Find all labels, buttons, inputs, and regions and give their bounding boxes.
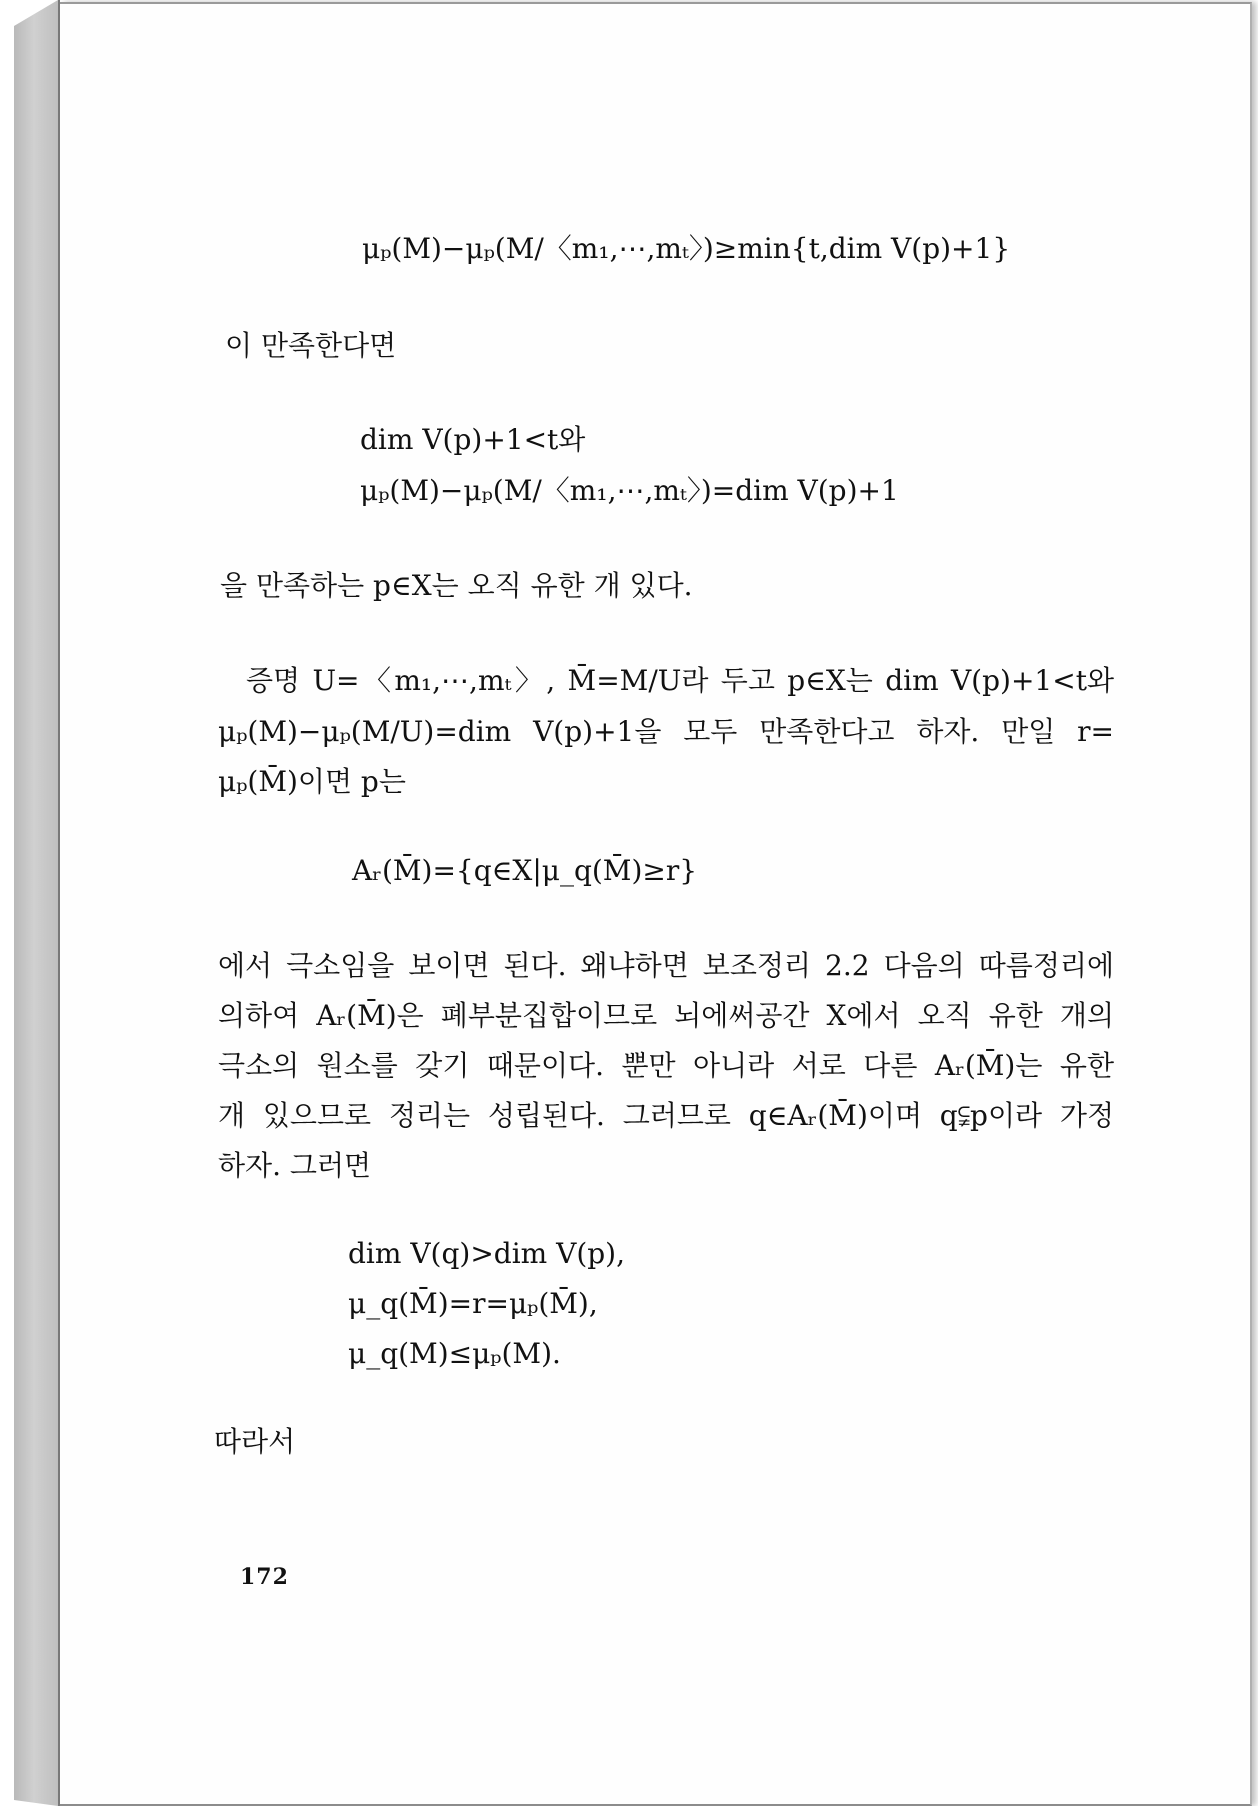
paragraph-line-5: 하자. 그러면 — [218, 1149, 372, 1182]
equation-4-line-3: μ_q(M)≤μₚ(M). — [348, 1337, 561, 1370]
paragraph-line-1: 에서 극소임을 보이면 된다. 왜냐하면 보조정리 2.2 다음의 따름정리에 — [218, 949, 1114, 982]
book-page — [60, 2, 1252, 1806]
paragraph-line-4: 개 있으므로 정리는 성립된다. 그러므로 q∈Aᵣ(M̄)이며 q⫋p이라 가정 — [218, 1099, 1114, 1132]
equation-4-line-1: dim V(q)>dim V(p), — [348, 1237, 626, 1270]
text-therefore: 따라서 — [214, 1425, 296, 1458]
text-finite: 을 만족하는 p∈X는 오직 유한 개 있다. — [220, 569, 693, 602]
equation-3: Aᵣ(M̄)={q∈X|μ_q(M̄)≥r} — [352, 854, 698, 887]
equation-2-line-1: dim V(p)+1<t와 — [360, 423, 586, 456]
page-number: 172 — [240, 1564, 289, 1590]
equation-1: μₚ(M)−μₚ(M/〈m₁,⋯,mₜ〉)≥min{t,dim V(p)+1} — [362, 232, 1011, 265]
paragraph-line-2: 의하여 Aᵣ(M̄)은 폐부분집합이므로 뇌에써공간 X에서 오직 유한 개의 — [218, 999, 1114, 1032]
paragraph-line-3: 극소의 원소를 갖기 때문이다. 뿐만 아니라 서로 다른 Aᵣ(M̄)는 유한 — [218, 1049, 1114, 1082]
equation-4-line-2: μ_q(M̄)=r=μₚ(M̄), — [348, 1287, 598, 1320]
equation-2-line-2: μₚ(M)−μₚ(M/〈m₁,⋯,mₜ〉)=dim V(p)+1 — [360, 474, 899, 507]
proof-line-1: 증명 U=〈m₁,⋯,mₜ〉, M̄=M/U라 두고 p∈X는 dim V(p)+1<t와 — [246, 664, 1114, 697]
book-side-edge — [14, 0, 58, 1806]
proof-line-2: μₚ(M)−μₚ(M/U)=dim V(p)+1을 모두 만족한다고 하자. 만일 r= — [218, 715, 1114, 748]
text-satisfy: 이 만족한다면 — [225, 329, 397, 362]
proof-line-3: μₚ(M̄)이면 p는 — [218, 765, 406, 798]
